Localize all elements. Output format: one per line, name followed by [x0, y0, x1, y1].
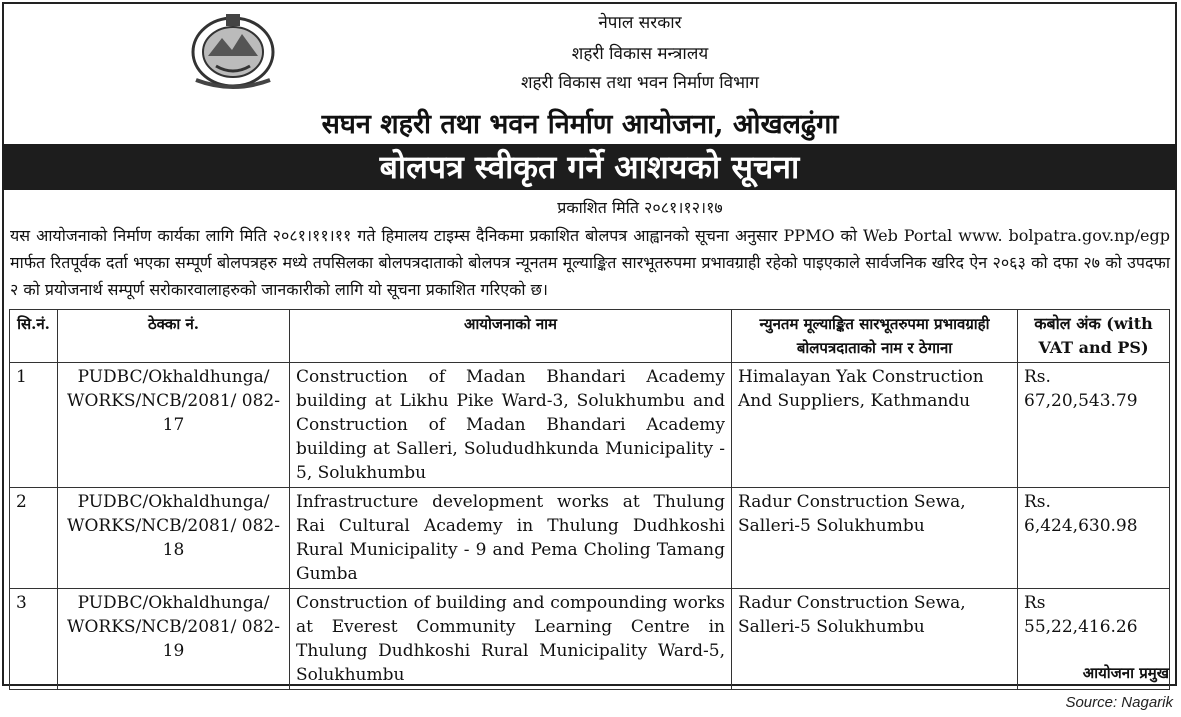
signature-label: आयोजना प्रमुख: [1082, 664, 1169, 682]
row-project: Construction of Madan Bhandari Academy building at Likhu Pike Ward-3, Solukhumbu and Construction of Madan Bhandari Academy building at Salleri, Solududhkunda Municipality - 5, Solukhumbu: [290, 363, 732, 488]
row-sn: 3: [10, 589, 58, 690]
department-name: शहरी विकास तथा भवन निर्माण विभाग: [520, 73, 760, 93]
header-amount: कबोल अंक (with VAT and PS): [1018, 310, 1170, 363]
header-sn: सि.नं.: [10, 310, 58, 363]
bid-table: [9, 309, 1170, 690]
row-sn: 1: [10, 363, 58, 488]
row-sn: 2: [10, 488, 58, 589]
row-contract: PUDBC/Okhaldhunga/ WORKS/NCB/2081/ 082-19: [58, 589, 290, 690]
row-project: Infrastructure development works at Thulung Rai Cultural Academy in Thulung Dudhkoshi Rural Municipality - 9 and Pema Choling Tamang Gumba: [290, 488, 732, 589]
published-date: प्रकाशित मिति २०८१।१२।१७: [557, 198, 723, 217]
row-bidder: Radur Construction Sewa, Salleri-5 Solukhumbu: [732, 488, 1018, 589]
source-label: Source: Nagarik: [1065, 694, 1173, 711]
row-amount: Rs 55,22,416.26: [1018, 589, 1170, 690]
notice-body: यस आयोजनाको निर्माण कार्यका लागि मिति २०८१।११।११ गते हिमालय टाइम्स दैनिकमा प्रकाशित बोलपत्र आह्वानको सूचना अनुसार PPMO को Web Portal www. bolpatra.gov.np/egp मार्फत रितपूर्वक दर्ता भएका सम्पूर्ण बोलपत्रहरु मध्ये तपसिलका बोलपत्रदाताको बोलपत्र न्यूनतम मूल्याङ्कित सारभूतरुपमा प्रभावग्राही रहेको पाइएकाले सार्वजनिक खरिद ऐन २०६३ को दफा २७ को उपदफा २ को प्रयोजनार्थ सम्पूर्ण सरोकारवालाहरुको जानकारीको लागि यो सूचना प्रकाशित गरिएको छ।: [10, 226, 1170, 299]
row-contract: PUDBC/Okhaldhunga/ WORKS/NCB/2081/ 082-18: [58, 488, 290, 589]
row-amount: Rs. 6,424,630.98: [1018, 488, 1170, 589]
table-header-row: [10, 310, 1170, 363]
table-row: [10, 488, 1170, 589]
header-project: आयोजनाको नाम: [290, 310, 732, 363]
project-office-title: सघन शहरी तथा भवन निर्माण आयोजना, ओखलढुंगा: [321, 109, 839, 140]
row-bidder: Himalayan Yak Construction And Suppliers, Kathmandu: [732, 363, 1018, 488]
row-project: Construction of building and compounding works at Everest Community Learning Centre in Thulung Dudhkoshi Rural Municipality Ward-5, Solukhumbu: [290, 589, 732, 690]
table-row: [10, 363, 1170, 488]
ministry-name: शहरी विकास मन्त्रालय: [571, 44, 709, 64]
row-bidder: Radur Construction Sewa, Salleri-5 Solukhumbu: [732, 589, 1018, 690]
header-contract: ठेक्का नं.: [58, 310, 290, 363]
table-row: [10, 589, 1170, 690]
row-contract: PUDBC/Okhaldhunga/ WORKS/NCB/2081/ 082-17: [58, 363, 290, 488]
nepal-emblem-icon: [186, 10, 280, 90]
header-bidder: न्युनतम मूल्याङ्कित सारभूतरुपमा प्रभावग्राही बोलपत्रदाताको नाम र ठेगाना: [732, 310, 1018, 363]
row-amount: Rs. 67,20,543.79: [1018, 363, 1170, 488]
government-name: नेपाल सरकार: [598, 13, 682, 33]
notice-banner: बोलपत्र स्वीकृत गर्ने आशयको सूचना: [2, 144, 1177, 190]
